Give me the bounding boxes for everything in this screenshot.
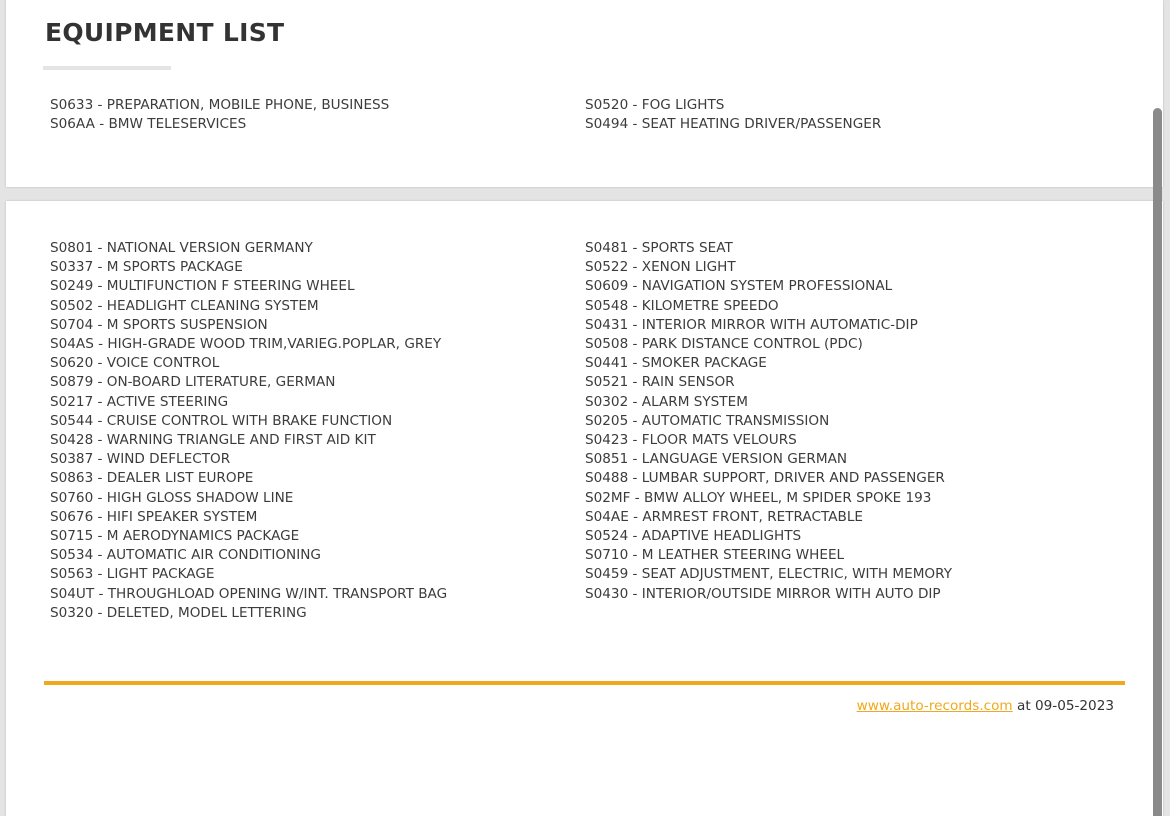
equipment-item: S0548 - KILOMETRE SPEEDO <box>585 297 779 314</box>
equipment-item: S0801 - NATIONAL VERSION GERMANY <box>50 240 313 256</box>
equipment-item: S0494 - SEAT HEATING DRIVER/PASSENGER <box>585 116 882 133</box>
equipment-item: S0423 - FLOOR MATS VELOURS <box>585 432 797 449</box>
document-page-1 <box>6 0 1163 187</box>
equipment-item: S0502 - HEADLIGHT CLEANING SYSTEM <box>50 297 319 314</box>
vertical-scrollbar[interactable] <box>1153 108 1162 816</box>
equipment-item: S0524 - ADAPTIVE HEADLIGHTS <box>585 528 802 545</box>
source-link[interactable]: www.auto-records.com <box>856 698 1013 714</box>
equipment-item: S0710 - M LEATHER STEERING WHEEL <box>585 547 845 564</box>
equipment-item: S02MF - BMW ALLOY WHEEL, M SPIDER SPOKE 193 <box>585 489 932 506</box>
equipment-item: S0676 - HIFI SPEAKER SYSTEM <box>50 508 258 525</box>
equipment-item: S04AE - ARMREST FRONT, RETRACTABLE <box>585 508 864 525</box>
page-title: EQUIPMENT LIST <box>45 18 285 47</box>
document-page-2 <box>6 201 1163 816</box>
equipment-list-page1-right <box>585 96 881 134</box>
equipment-item: S0430 - INTERIOR/OUTSIDE MIRROR WITH AUTO DIP <box>585 585 941 602</box>
equipment-item: S0521 - RAIN SENSOR <box>585 374 735 391</box>
equipment-item: S0520 - FOG LIGHTS <box>585 97 725 113</box>
equipment-item: S0851 - LANGUAGE VERSION GERMAN <box>585 451 848 468</box>
equipment-item: S0633 - PREPARATION, MOBILE PHONE, BUSINESS <box>50 97 390 113</box>
equipment-item: S0320 - DELETED, MODEL LETTERING <box>50 604 307 621</box>
equipment-item: S06AA - BMW TELESERVICES <box>50 116 247 133</box>
equipment-item: S0217 - ACTIVE STEERING <box>50 393 229 410</box>
footer-divider <box>44 681 1125 685</box>
equipment-item: S0481 - SPORTS SEAT <box>585 240 733 256</box>
equipment-item: S0534 - AUTOMATIC AIR CONDITIONING <box>50 547 321 564</box>
equipment-item: S0563 - LIGHT PACKAGE <box>50 566 215 583</box>
footer-date-text: at 09-05-2023 <box>1012 698 1114 714</box>
equipment-item: S0704 - M SPORTS SUSPENSION <box>50 316 268 333</box>
equipment-item: S0428 - WARNING TRIANGLE AND FIRST AID KIT <box>50 432 376 449</box>
equipment-item: S04UT - THROUGHLOAD OPENING W/INT. TRANSPORT BAG <box>50 585 448 602</box>
equipment-item: S0387 - WIND DEFLECTOR <box>50 451 231 468</box>
equipment-item: S0441 - SMOKER PACKAGE <box>585 355 767 372</box>
equipment-list-page2-left <box>50 239 447 623</box>
equipment-item: S0760 - HIGH GLOSS SHADOW LINE <box>50 489 294 506</box>
footer-attribution <box>857 698 1114 714</box>
equipment-item: S0459 - SEAT ADJUSTMENT, ELECTRIC, WITH MEMORY <box>585 566 953 583</box>
equipment-item: S0544 - CRUISE CONTROL WITH BRAKE FUNCTION <box>50 412 393 429</box>
equipment-item: S0431 - INTERIOR MIRROR WITH AUTOMATIC-DIP <box>585 316 918 333</box>
equipment-item: S0337 - M SPORTS PACKAGE <box>50 259 243 276</box>
equipment-item: S0620 - VOICE CONTROL <box>50 355 220 372</box>
equipment-list-page2-right <box>585 239 952 604</box>
equipment-item: S0508 - PARK DISTANCE CONTROL (PDC) <box>585 336 863 353</box>
equipment-item: S0522 - XENON LIGHT <box>585 259 736 276</box>
equipment-item: S04AS - HIGH-GRADE WOOD TRIM,VARIEG.POPLAR, GREY <box>50 336 442 353</box>
equipment-item: S0302 - ALARM SYSTEM <box>585 393 748 410</box>
equipment-item: S0488 - LUMBAR SUPPORT, DRIVER AND PASSENGER <box>585 470 945 487</box>
equipment-item: S0249 - MULTIFUNCTION F STEERING WHEEL <box>50 278 355 295</box>
equipment-item: S0609 - NAVIGATION SYSTEM PROFESSIONAL <box>585 278 893 295</box>
equipment-item: S0205 - AUTOMATIC TRANSMISSION <box>585 412 830 429</box>
equipment-item: S0715 - M AERODYNAMICS PACKAGE <box>50 528 300 545</box>
equipment-item: S0863 - DEALER LIST EUROPE <box>50 470 254 487</box>
equipment-list-page1-left <box>50 96 389 134</box>
title-underline <box>43 66 171 70</box>
equipment-item: S0879 - ON-BOARD LITERATURE, GERMAN <box>50 374 336 391</box>
